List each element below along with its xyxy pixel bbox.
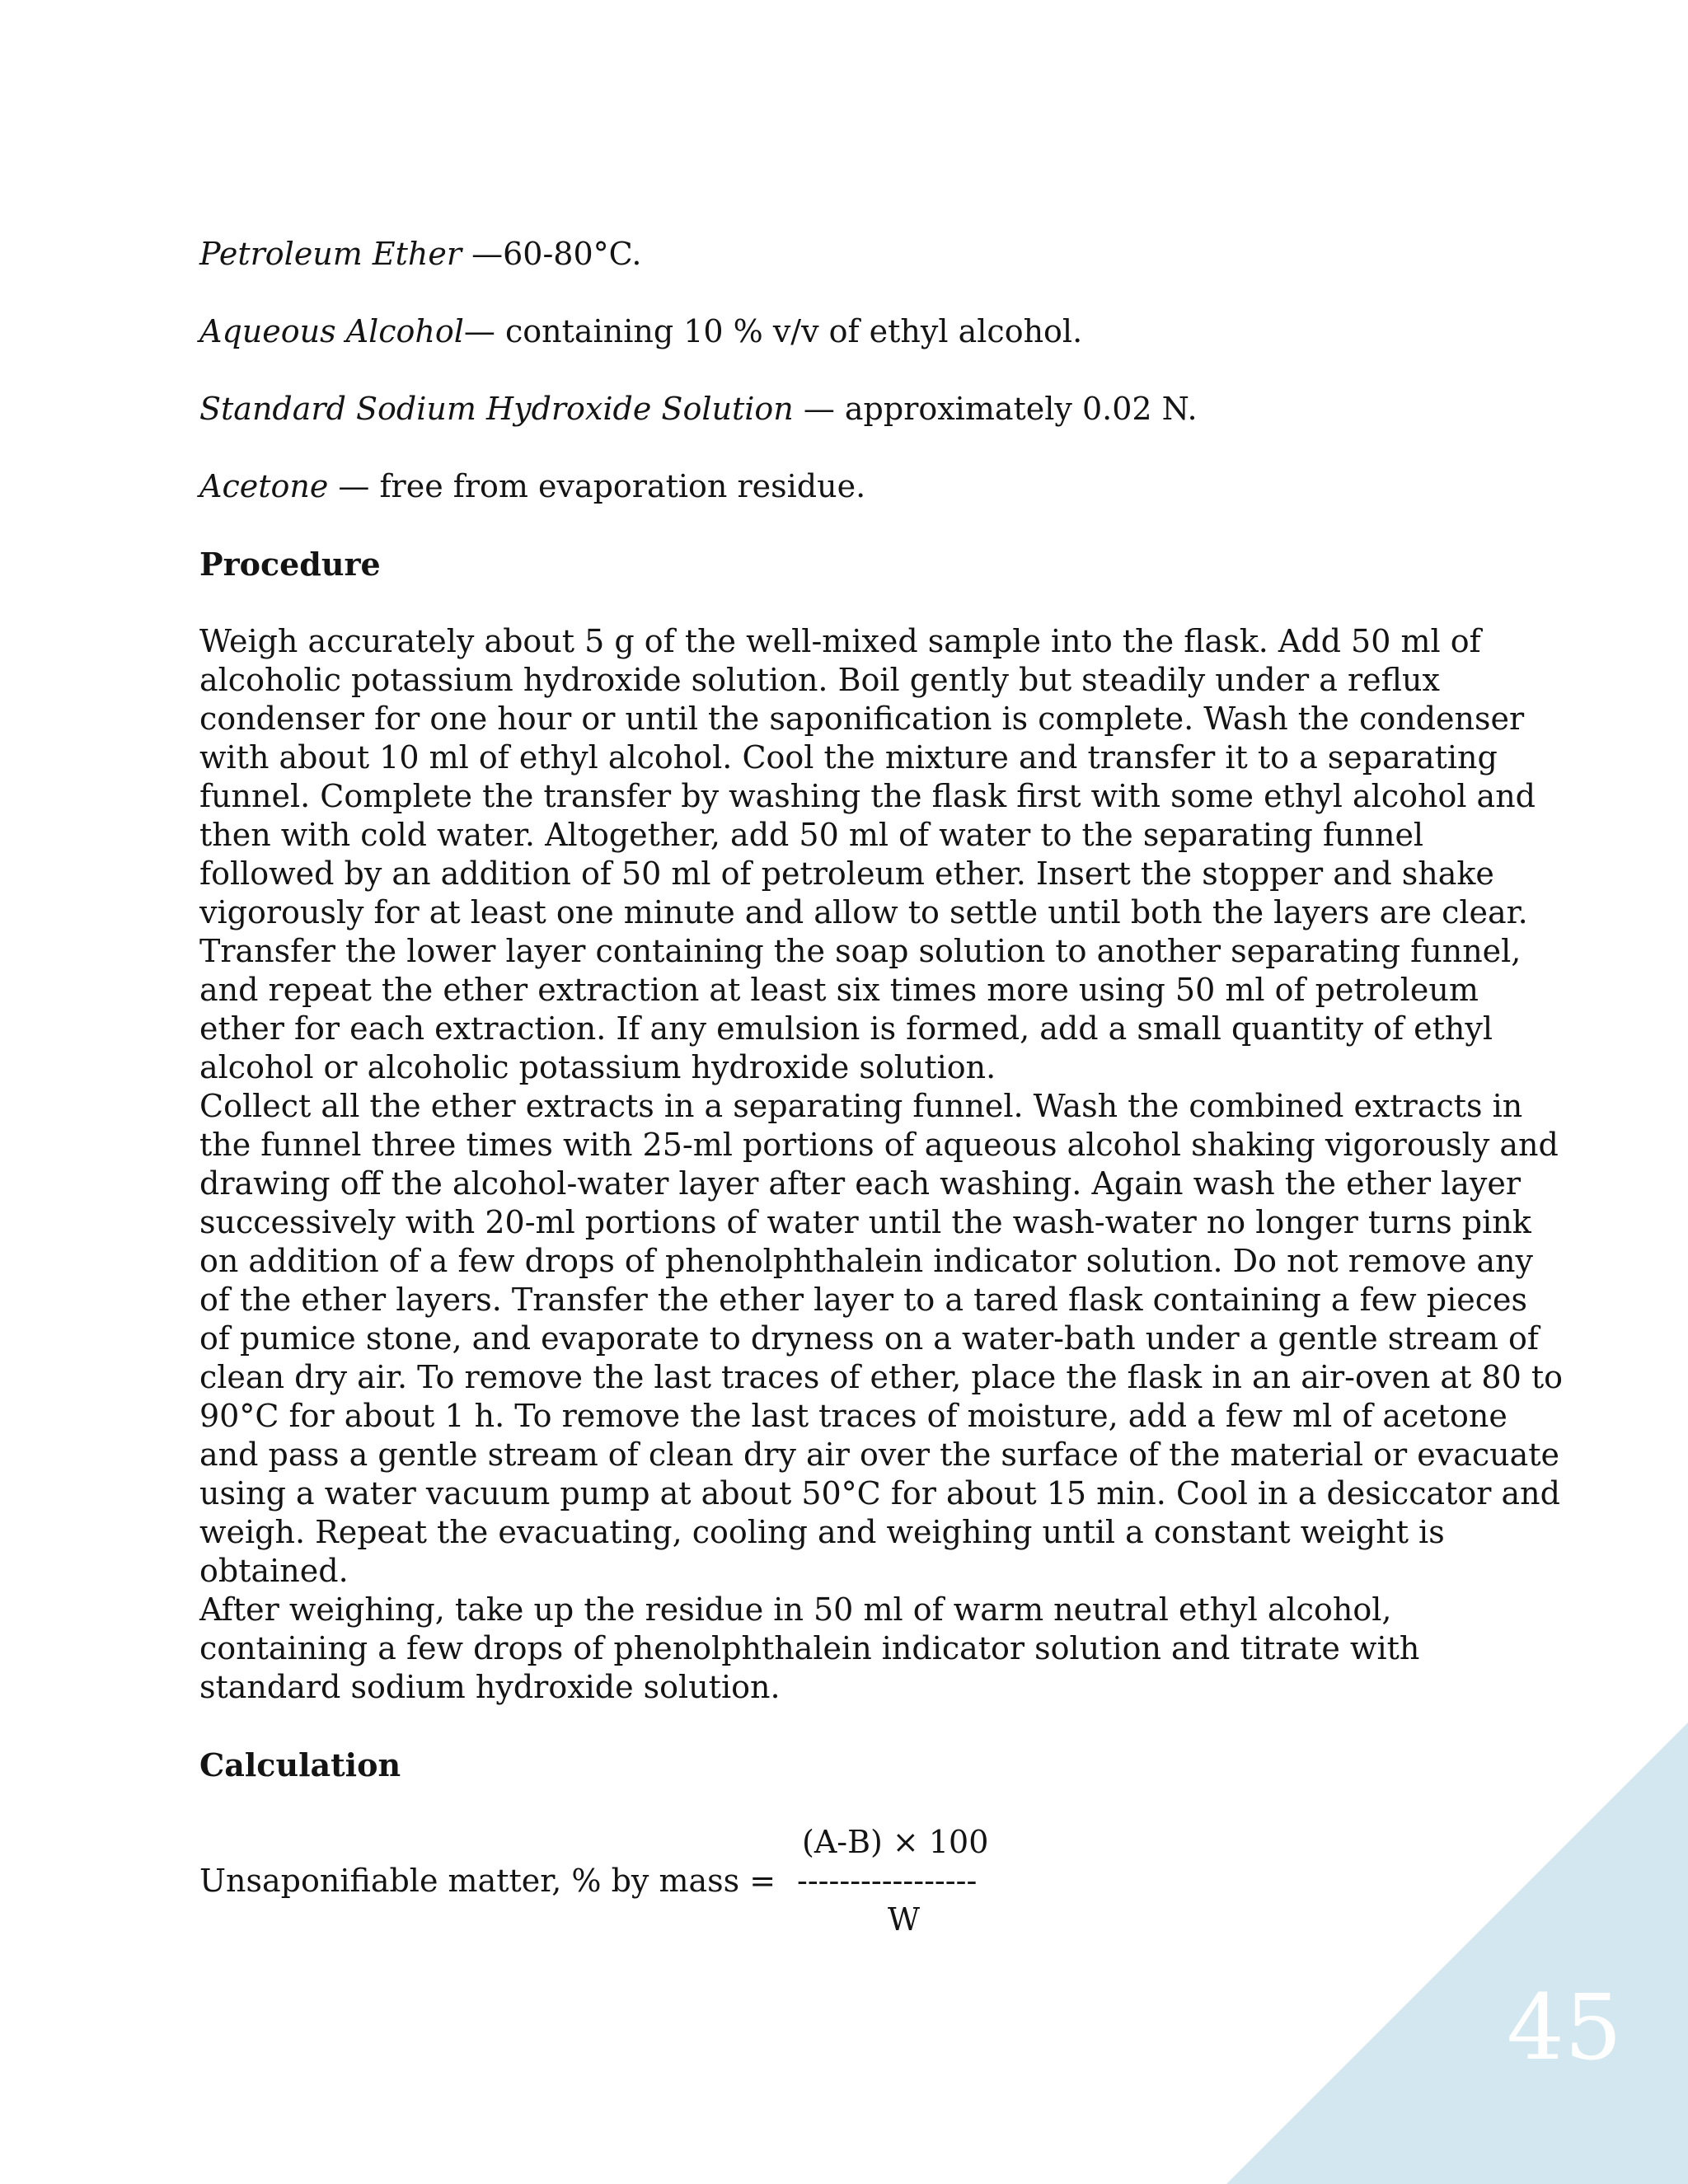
reagent-sodium-hydroxide <box>199 390 1568 429</box>
page-number: 45 <box>1507 1975 1622 2080</box>
reagent-description: — approximately 0.02 N. <box>793 391 1198 427</box>
formula-left-hand-side: Unsaponifiable matter, % by mass = <box>199 1863 776 1899</box>
reagent-petroleum-ether <box>199 235 1568 274</box>
procedure-paragraph: Weigh accurately about 5 g of the well-mixed sample into the flask. Add 50 ml of alcoholic potassium hydroxide solution. Boil gently but steadily under a reflux condenser for one hour or until the saponification is complete. Wash the condenser with about 10 ml of ethyl alcohol. Cool the mixture and transfer it to a separating funnel. Complete the transfer by washing the flask first with some ethyl alcohol and then with cold water. Altogether, add 50 ml of water to the separating funnel followed by an addition of 50 ml of petroleum ether. Insert the stopper and shake vigorously for at least one minute and allow to settle until both the layers are clear. Transfer the lower layer containing the soap solution to another separating funnel, and repeat the ether extraction at least six times more using 50 ml of petroleum ether for each extraction. If any emulsion is formed, add a small quantity of ethyl alcohol or alcoholic potassium hydroxide solution. <box>199 623 1536 1085</box>
reagent-description: — free from evaporation residue. <box>328 468 866 504</box>
reagent-term: Aqueous Alcohol <box>199 313 464 349</box>
reagent-term: Petroleum Ether <box>199 236 462 272</box>
page-content <box>199 235 1568 1947</box>
calculation-heading: Calculation <box>199 1746 401 1783</box>
reagent-aqueous-alcohol <box>199 312 1568 351</box>
procedure-paragraph: Collect all the ether extracts in a separating funnel. Wash the combined extracts in the funnel three times with 25-ml portions of aqueous alcohol shaking vigorously and drawing off the alcohol-water layer after each washing. Again wash the ether layer successively with 20-ml portions of water until the wash-water no longer turns pink on addition of a few drops of phenolphthalein indicator solution. Do not remove any of the ether layers. Transfer the ether layer to a tared flask containing a few pieces of pumice stone, and evaporate to dryness on a water-bath under a gentle stream of clean dry air. To remove the last traces of ether, place the flask in an air-oven at 80 to 90°C for about 1 h. To remove the last traces of moisture, add a few ml of acetone and pass a gentle stream of clean dry air over the surface of the material or evacuate using a water vacuum pump at about 50°C for about 15 min. Cool in a desiccator and weigh. Repeat the evacuating, cooling and weighing until a constant weight is obtained. <box>199 1088 1563 1589</box>
reagent-description: — containing 10 % v/v of ethyl alcohol. <box>463 313 1083 349</box>
formula-fraction-bar: ----------------- <box>797 1863 978 1899</box>
reagent-acetone <box>199 467 1568 506</box>
procedure-paragraph: After weighing, take up the residue in 50 ml of warm neutral ethyl alcohol, containing a few drops of phenolphthalein indicator solution and titrate with standard sodium hydroxide solution. <box>199 1591 1420 1705</box>
procedure-heading: Procedure <box>199 546 381 583</box>
formula-numerator: (A-B) × 100 <box>802 1824 989 1860</box>
formula-denominator: W <box>888 1901 921 1938</box>
corner-triangle-shape <box>1226 1722 1688 2184</box>
reagent-term: Standard Sodium Hydroxide Solution <box>199 391 794 427</box>
reagent-description: —60-80°C. <box>462 236 642 272</box>
corner-triangle-decoration <box>1226 1722 1688 2184</box>
reagent-term: Acetone <box>199 468 329 504</box>
